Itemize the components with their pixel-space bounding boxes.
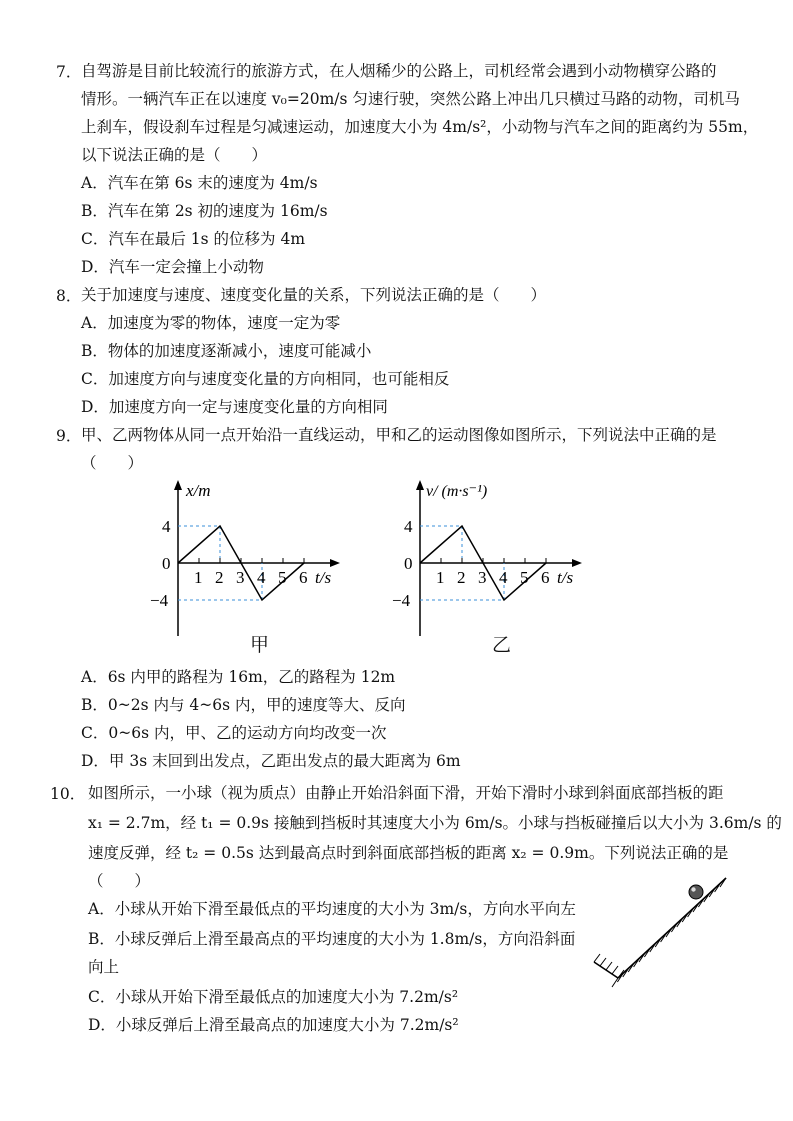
x-axis-arrow bbox=[330, 559, 340, 567]
q9-option-b: B．0~2s 内与 4~6s 内，甲的速度等大、反向 bbox=[81, 696, 406, 714]
q9-stem-line: （ ） bbox=[81, 454, 144, 472]
q7-stem-line: 上刹车，假设刹车过程是匀减速运动，加速度大小为 4m/s²，小动物与汽车之间的距离约为 55m， bbox=[81, 118, 759, 136]
q8-option-d: D．加速度方向一定与速度变化量的方向相同 bbox=[81, 398, 388, 416]
graph-jia bbox=[150, 476, 340, 650]
q7-stem-line: 以下说法正确的是（ ） bbox=[81, 146, 268, 164]
q7-number: 7． bbox=[56, 63, 82, 81]
q7-option-b: B．汽车在第 2s 初的速度为 16m/s bbox=[81, 202, 328, 220]
q9-option-c: C．0~6s 内，甲、乙的运动方向均改变一次 bbox=[81, 724, 387, 742]
small-ball bbox=[689, 885, 703, 899]
graph-yi-xtick-label: 4 bbox=[499, 568, 508, 587]
q7-option-a: A．汽车在第 6s 末的速度为 4m/s bbox=[81, 174, 318, 192]
q8-number: 8． bbox=[56, 287, 82, 305]
x-axis-arrow bbox=[572, 559, 582, 567]
incline-hatch-line bbox=[612, 978, 618, 987]
graph-yi bbox=[392, 476, 602, 650]
q8-option-a: A．加速度为零的物体，速度一定为零 bbox=[81, 314, 341, 332]
graph-yi-ytick-zero: 0 bbox=[404, 554, 413, 573]
q10-stem-line: 速度反弹，经 t₂ = 0.5s 达到最高点时到斜面底部挡板的距离 x₂ = 0.9m。下列说法正确的是 bbox=[88, 844, 729, 862]
graph-yi-xtick-label: 3 bbox=[478, 568, 487, 587]
graph-yi-ytick-top: 4 bbox=[404, 517, 413, 536]
q9-option-d: D．甲 3s 末回到出发点，乙距出发点的最大距离为 6m bbox=[81, 752, 461, 770]
graph-jia-xtick-label: 1 bbox=[194, 568, 203, 587]
q9-option-a: A．6s 内甲的路程为 16m，乙的路程为 12m bbox=[81, 668, 396, 686]
graph-yi-xtick-label: 2 bbox=[457, 568, 466, 587]
q10-option-b-cont: 向上 bbox=[88, 958, 120, 976]
incline-surface bbox=[618, 878, 726, 978]
q7-stem-line: 自驾游是目前比较流行的旅游方式，在人烟稀少的公路上，司机经常会遇到小动物横穿公路的 bbox=[81, 62, 717, 80]
ball-highlight bbox=[691, 887, 695, 891]
barrier-hatch-line bbox=[600, 958, 606, 966]
q8-option-b: B．物体的加速度逐渐减小，速度可能减小 bbox=[81, 342, 372, 360]
graph-jia-svg bbox=[150, 476, 340, 646]
graph-yi-xtick-label: 5 bbox=[520, 568, 529, 587]
q10-number: 10． bbox=[50, 785, 86, 803]
y-axis-arrow bbox=[174, 480, 182, 490]
graph-jia-xtick-label: 6 bbox=[299, 568, 308, 587]
q8-stem-line: 关于加速度与速度、速度变化量的关系，下列说法正确的是（ ） bbox=[81, 286, 547, 304]
graph-jia-ytick-zero: 0 bbox=[162, 554, 171, 573]
q10-stem-line: x₁ = 2.7m，经 t₁ = 0.9s 接触到挡板时其速度大小为 6m/s。小球与挡板碰撞后以大小为 3.6m/s 的 bbox=[88, 814, 782, 832]
graph-jia-xtick-label: 3 bbox=[236, 568, 245, 587]
graph-jia-ytick-bottom: −4 bbox=[150, 591, 169, 610]
q7-stem-line: 情形。一辆汽车正在以速度 v₀=20m/s 匀速行驶，突然公路上冲出几只横过马路的动物，司机马 bbox=[81, 90, 740, 108]
graph-yi-ylabel: v/ (m·s⁻¹) bbox=[426, 483, 488, 500]
graph-yi-svg bbox=[392, 476, 602, 646]
q8-option-c: C．加速度方向与速度变化量的方向相同，也可能相反 bbox=[81, 370, 450, 388]
q10-stem-line: 如图所示，一小球（视为质点）由静止开始沿斜面下滑，开始下滑时小球到斜面底部挡板的距 bbox=[88, 784, 724, 802]
graph-jia-ytick-top: 4 bbox=[162, 517, 171, 536]
graph-jia-xtick-label: 5 bbox=[278, 568, 287, 587]
q10-stem-line: （ ） bbox=[88, 872, 151, 890]
q9-number: 9． bbox=[56, 427, 82, 445]
graph-yi-xtick-label: 6 bbox=[541, 568, 550, 587]
q7-option-c: C．汽车在最后 1s 的位移为 4m bbox=[81, 230, 306, 248]
graph-jia-xtick-label: 4 bbox=[257, 568, 266, 587]
q10-option-c: C．小球从开始下滑至最低点的加速度大小为 7.2m/s² bbox=[88, 988, 459, 1006]
barrier-hatch-line bbox=[612, 966, 618, 974]
graph-yi-xlabel: t/s bbox=[557, 568, 574, 587]
q10-option-b: B．小球反弹后上滑至最高点的平均速度的大小为 1.8m/s，方向沿斜面 bbox=[88, 930, 576, 948]
incline-svg bbox=[588, 870, 738, 1000]
graph-jia-caption: 甲 bbox=[250, 634, 270, 656]
barrier-hatch-line bbox=[594, 954, 600, 962]
q10-option-a: A．小球从开始下滑至最低点的平均速度的大小为 3m/s，方向水平向左 bbox=[88, 900, 576, 918]
q10-option-d: D．小球反弹后上滑至最高点的加速度大小为 7.2m/s² bbox=[88, 1016, 459, 1034]
q7-option-d: D．汽车一定会撞上小动物 bbox=[81, 258, 264, 276]
graph-jia-xtick-label: 2 bbox=[215, 568, 224, 587]
y-axis-arrow bbox=[416, 480, 424, 490]
q9-stem-line: 甲、乙两物体从同一点开始沿一直线运动，甲和乙的运动图像如图所示，下列说法中正确的是 bbox=[81, 426, 717, 444]
graph-yi-ytick-bottom: −4 bbox=[392, 591, 411, 610]
incline-hatching bbox=[594, 878, 726, 987]
incline-figure bbox=[588, 870, 738, 1004]
graph-yi-xtick-label: 1 bbox=[436, 568, 445, 587]
graph-jia-ylabel: x/m bbox=[186, 481, 211, 500]
graph-jia-xlabel: t/s bbox=[315, 568, 332, 587]
graph-yi-caption: 乙 bbox=[492, 634, 512, 656]
barrier-hatch-line bbox=[606, 962, 612, 970]
